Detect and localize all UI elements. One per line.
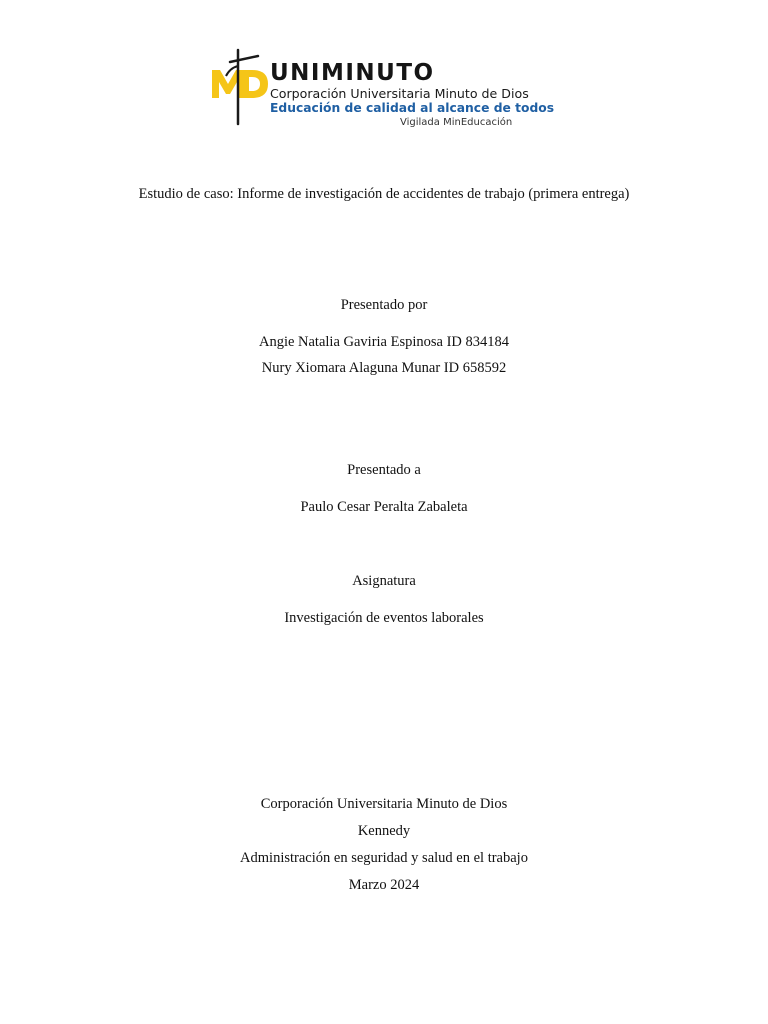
program-name: Administración en seguridad y salud en el trabajo <box>240 850 528 866</box>
uniminuto-logo <box>208 46 555 130</box>
campus-name: Kennedy <box>357 823 411 839</box>
logo-institution: Corporación Universitaria Minuto de Dios <box>270 86 529 101</box>
logo-name: UNIMINUTO <box>270 60 435 86</box>
subject-label: Asignatura <box>352 573 416 589</box>
logo-vigilada: Vigilada MinEducación <box>400 117 513 128</box>
subject-name: Investigación de eventos laborales <box>284 610 484 626</box>
presented-by-label: Presentado por <box>340 297 428 313</box>
author-1: Angie Natalia Gaviria Espinosa ID 834184 <box>258 334 510 350</box>
logo-slogan: Educación de calidad al alcance de todos <box>270 101 555 115</box>
institution-name: Corporación Universitaria Minuto de Dios <box>260 796 508 812</box>
document-date: Marzo 2024 <box>348 877 420 893</box>
author-2: Nury Xiomara Alaguna Munar ID 658592 <box>261 360 507 376</box>
presented-to-label: Presentado a <box>347 462 421 478</box>
md-monogram-icon <box>208 46 272 130</box>
document-title: Estudio de caso: Informe de investigación de accidentes de trabajo (primera entrega) <box>138 186 630 202</box>
presented-to-name: Paulo Cesar Peralta Zabaleta <box>300 499 468 515</box>
